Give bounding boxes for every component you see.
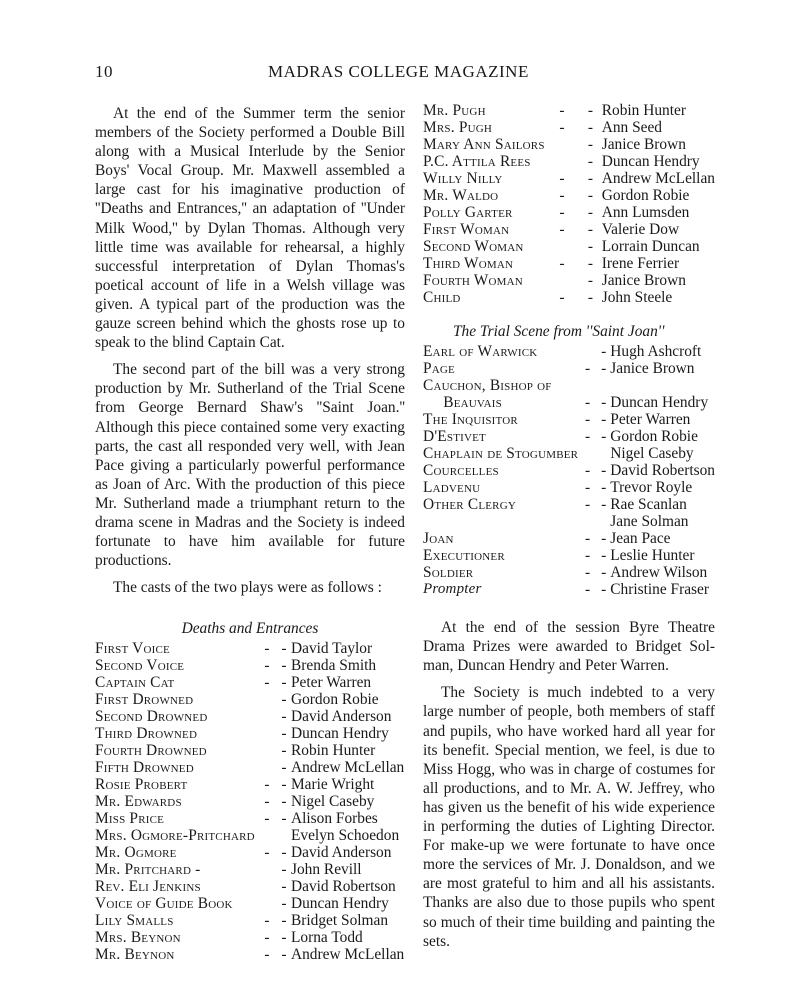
cast-role: Polly Garter [423,204,513,221]
joan-cast-row [423,377,715,394]
cast-dash [578,445,597,462]
cast-dash: - [559,221,565,238]
cast-role: Mr. Pritchard - [95,861,201,879]
joan-cast-row [423,530,715,547]
deaths-cast-row [95,776,405,793]
deaths-cast-row [95,861,405,878]
cast-actor: Alison Forbes [291,810,378,828]
cast-actor: Janice Brown [601,272,686,289]
cast-role: Second Woman [423,238,524,255]
cast-role: Mrs. Ogmore-Pritchard [95,827,255,845]
joan-cast-row [423,462,715,479]
cast-dash [597,445,610,462]
milk-wood-cast-row [423,170,715,187]
cast-dash: - [585,547,591,565]
cast-dash: - [264,640,270,658]
page-number: 10 [95,62,113,81]
cast-actor: Andrew Wilson [610,564,708,582]
cast-role: Executioner [423,547,505,565]
cast-dash [257,691,277,708]
joan-cast-row [423,411,715,428]
cast-actor: David Robertson [610,462,715,480]
cast-dash: - [559,187,565,204]
cast-dash: - [601,496,607,514]
joan-cast-list [423,343,715,598]
cast-dash [277,827,291,844]
cast-actor: Lorrain Duncan [601,238,700,255]
cast-dash [257,827,277,844]
cast-actor: Gordon Robie [601,187,690,204]
deaths-cast-row [95,895,405,912]
cast-role: Mr. Ogmore [95,844,177,862]
cast-role: Mr. Waldo [423,187,499,204]
cast-role: Mrs. Beynon [95,929,181,947]
cast-actor: Andrew McLellan [291,946,405,964]
cast-role: Third Drowned [95,725,198,743]
cast-dash: - [264,912,270,930]
cast-role: P.C. Attila Rees [423,153,531,170]
cast-dash [257,725,277,742]
cast-dash: - [587,272,594,289]
cast-actor: Ann Seed [601,119,663,136]
cast-dash: - [281,793,287,811]
cast-role: Chaplain de Stogumber [423,445,579,463]
cast-role: Other Clergy [423,496,517,514]
cast-dash [257,878,277,895]
summer-term-paragraph: At the end of the Summer term the senior members of the Society performed a Double Bill along with a Musical Interlude by the Senior Boys' Vocal Group. Mr. Maxwell assembled a large cast for his imaginative production of ''Deaths and Entrances,'' an adaptation of ''Under Milk Wood,'' by Dylan Thomas. Although very little time was available for rehearsal, a highly successful interpretation of Dylan Thomas's poetical account of life in a Welsh village was given. A typical part of the production was the gauze screen behind which the ghosts rose up to speak to the blind Captain Cat. [95,105,405,352]
cast-role: Cauchon, Bishop of [423,377,552,395]
cast-dash: - [559,102,565,119]
deaths-cast-row [95,810,405,827]
cast-actor: Gordon Robie [291,691,379,709]
joan-cast-row [423,513,715,530]
joan-cast-row [423,564,715,581]
cast-role: Courcelles [423,462,499,480]
cast-actor: John Revill [291,861,362,879]
cast-dash: - [601,394,607,412]
cast-role [423,513,578,530]
joan-cast-row [423,479,715,496]
cast-dash [597,513,610,530]
cast-actor: David Anderson [291,844,392,862]
thanks-paragraph: The Society is much indebted to a very large number of people, both members of staff and pupils, who have worked hard all year for its benefit. Special mention, we feel, is due to Miss Hogg, who was in charge of costumes for all productions, and to Mr. A. W. Jeffrey, who has given us the benefit of his wide experience in performing the duties of Lighting Director. For make-up we were fortunate to have once more the services of Mr. J. Donaldson, and we are most grateful to him and all his assistants. Thanks are also due to those pupils who spent so much of their time building and painting the sets. [423,684,715,950]
joan-cast-title: The Trial Scene from ''Saint Joan'' [453,323,665,340]
cast-dash: - [281,725,287,743]
casts-intro-paragraph: The casts of the two plays were as follows : [113,579,382,597]
cast-role: Third Woman [423,255,514,272]
cast-actor: Hugh Ashcroft [610,343,702,361]
cast-actor: Andrew McLellan [601,170,715,187]
cast-dash: - [587,289,594,306]
cast-actor: Rae Scanlan [610,496,687,514]
cast-actor: Christine Fraser [610,581,710,599]
cast-role: Mr. Edwards [95,793,182,811]
milk-wood-cast-row [423,255,715,272]
cast-dash: - [264,810,270,828]
cast-dash: - [585,462,591,480]
cast-dash: - [587,238,594,255]
cast-dash: - [264,946,270,964]
cast-actor: Andrew McLellan [291,759,405,777]
cast-dash: - [281,742,287,760]
cast-dash: - [601,581,607,599]
cast-dash: - [601,343,607,361]
cast-dash: - [281,844,287,862]
milk-wood-cast-row [423,153,715,170]
cast-actor: Janice Brown [610,360,695,378]
cast-role: Mr. Pugh [423,102,486,119]
joan-cast-row [423,343,715,360]
cast-dash [545,136,580,153]
cast-role: Prompter [423,581,482,598]
cast-dash: - [281,895,287,913]
cast-dash [257,742,277,759]
cast-dash: - [601,462,607,480]
page-header [0,62,800,86]
deaths-cast-row [95,827,405,844]
cast-dash: - [601,530,607,548]
cast-dash: - [559,170,565,187]
joan-cast-row [423,428,715,445]
cast-dash: - [559,119,565,136]
deaths-cast-row [95,674,405,691]
cast-dash: - [585,411,591,429]
cast-dash: - [601,547,607,565]
cast-dash: - [585,360,591,378]
cast-actor: Gordon Robie [610,428,698,446]
deaths-cast-row [95,725,405,742]
cast-role: Joan [423,530,454,548]
cast-dash [578,377,597,394]
cast-dash: - [559,204,565,221]
cast-actor: Peter Warren [610,411,691,429]
cast-dash: - [281,657,287,675]
cast-dash: - [281,878,287,896]
cast-dash: - [585,394,591,412]
cast-dash [545,238,580,255]
deaths-cast-row [95,793,405,810]
cast-dash: - [281,861,287,879]
cast-dash: - [601,411,607,429]
cast-dash: - [585,479,591,497]
cast-role: Miss Price [95,810,165,828]
cast-role: Second Voice [95,657,185,675]
cast-dash: - [281,912,287,930]
cast-dash [578,513,597,530]
left-column [95,104,405,963]
deaths-cast-row [95,929,405,946]
cast-dash [257,759,277,776]
joan-cast-row [423,496,715,513]
cast-dash: - [559,255,565,272]
cast-role: First Drowned [95,691,194,709]
deaths-cast-row [95,759,405,776]
cast-actor: David Taylor [291,640,373,658]
cast-dash: - [601,564,607,582]
deaths-cast-list [95,640,405,963]
cast-dash: - [601,479,607,497]
cast-role: Rev. Eli Jenkins [95,878,201,896]
joan-cast-row [423,581,715,598]
cast-dash: - [281,708,287,726]
cast-role: Beauvais [423,394,502,412]
cast-role: Fourth Woman [423,272,523,289]
cast-dash: - [264,674,270,692]
cast-actor [610,377,715,394]
cast-dash: - [587,204,594,221]
cast-dash: - [264,657,270,675]
cast-actor: Peter Warren [291,674,372,692]
cast-dash: - [585,530,591,548]
cast-actor: David Robertson [291,878,396,896]
cast-dash: - [587,136,594,153]
cast-dash: - [281,946,287,964]
joan-cast-row [423,547,715,564]
cast-actor: Lorna Todd [291,929,363,947]
cast-actor: Bridget Solman [291,912,389,930]
cast-dash [257,895,277,912]
milk-wood-cast-row [423,221,715,238]
cast-dash: - [264,793,270,811]
cast-dash: - [281,640,287,658]
milk-wood-cast-row [423,272,715,289]
saint-joan-paragraph: The second part of the bill was a very strong production by Mr. Sutherland of the Trial Scene from George Bernard Shaw's ''Saint Joan.'' Although this piece contained some very exacting parts, the cast all responded very well, with Jean Pace giving a particularly powerful performance as Joan of Arc. With the production of this piece Mr. Sutherland made a triumphant return to the drama scene in Madras and the Society is indeed fortunate to have him available for future productions. [95,361,405,570]
cast-role: The Inquisitor [423,411,518,429]
milk-wood-cast-row [423,119,715,136]
cast-role: Captain Cat [95,674,175,692]
cast-role: Willy Nilly [423,170,503,187]
deaths-cast-row [95,640,405,657]
cast-role: Second Drowned [95,708,208,726]
cast-role: Lily Smalls [95,912,174,930]
deaths-cast-row [95,878,405,895]
cast-dash: - [559,289,565,306]
cast-actor: Nigel Caseby [610,445,694,463]
cast-role: First Woman [423,221,510,238]
cast-role: Child [423,289,461,306]
deaths-cast-row [95,844,405,861]
cast-actor: Valerie Dow [601,221,680,238]
milk-wood-cast-row [423,204,715,221]
deaths-cast-row [95,742,405,759]
cast-dash: - [587,255,594,272]
cast-dash: - [587,119,594,136]
cast-dash: - [281,691,287,709]
milk-wood-cast-row [423,187,715,204]
cast-role: Soldier [423,564,474,582]
cast-actor: Ann Lumsden [601,204,690,221]
cast-actor: Nigel Caseby [291,793,375,811]
cast-actor: Robin Hunter [601,102,686,119]
cast-dash [257,861,277,878]
cast-dash: - [281,674,287,692]
joan-cast-row [423,445,715,462]
cast-dash: - [264,929,270,947]
cast-actor: Jane Solman [610,513,689,531]
cast-dash [578,343,597,360]
cast-role: D'Estivet [423,428,486,446]
cast-role: Mr. Beynon [95,946,175,964]
deaths-cast-row [95,708,405,725]
cast-dash: - [585,496,591,514]
cast-role: Fourth Drowned [95,742,207,760]
cast-role: First Voice [95,640,170,658]
cast-actor: Duncan Hendry [291,725,389,743]
milk-wood-cast-row [423,102,715,119]
deaths-cast-row [95,657,405,674]
cast-actor: Leslie Hunter [610,547,695,565]
cast-role: Mary Ann Sailors [423,136,545,153]
cast-actor: Duncan Hendry [291,895,389,913]
cast-dash: - [587,221,594,238]
cast-dash [597,377,610,394]
cast-dash [545,272,580,289]
joan-cast-row [423,360,715,377]
deaths-cast-row [95,946,405,963]
prizes-paragraph: At the end of the session Byre Theatre Drama Prizes were awarded to Bridget Solman, Duncan Hendry and Peter Warren. [423,619,715,675]
cast-dash [545,153,580,170]
cast-actor: David Anderson [291,708,392,726]
cast-dash: - [587,102,594,119]
cast-dash: - [264,844,270,862]
cast-actor: John Steele [601,289,673,306]
cast-actor: Jean Pace [610,530,671,548]
cast-actor: Marie Wright [291,776,375,794]
cast-dash: - [264,776,270,794]
cast-role: Mrs. Pugh [423,119,493,136]
cast-dash: - [601,360,607,378]
cast-dash: - [587,187,594,204]
milk-wood-cast-list [423,102,715,306]
cast-actor: Duncan Hendry [610,394,709,412]
cast-actor: Evelyn Schoedon [291,827,400,845]
cast-actor: Irene Ferrier [601,255,680,272]
milk-wood-cast-row [423,238,715,255]
deaths-cast-row [95,691,405,708]
cast-actor: Trevor Royle [610,479,693,497]
cast-role: Fifth Drowned [95,759,194,777]
right-column [423,102,715,959]
cast-dash: - [281,759,287,777]
cast-actor: Brenda Smith [291,657,377,675]
milk-wood-cast-row [423,289,715,306]
deaths-cast-row [95,912,405,929]
cast-dash: - [585,581,591,599]
cast-dash: - [587,153,594,170]
cast-dash: - [281,929,287,947]
cast-role: Earl of Warwick [423,343,538,361]
cast-dash: - [585,428,591,446]
magazine-title: MADRAS COLLEGE MAGAZINE [268,62,529,81]
cast-actor: Janice Brown [601,136,686,153]
cast-role: Ladvenu [423,479,481,497]
cast-dash: - [281,776,287,794]
cast-actor: Duncan Hendry [601,153,700,170]
cast-dash: - [281,810,287,828]
cast-dash: - [585,564,591,582]
deaths-cast-title: Deaths and Entrances [181,620,319,638]
joan-cast-row [423,394,715,411]
cast-role: Page [423,360,455,378]
cast-dash [257,708,277,725]
cast-role: Voice of Guide Book [95,895,233,913]
cast-actor: Robin Hunter [291,742,376,760]
cast-dash: - [601,428,607,446]
cast-dash: - [587,170,594,187]
milk-wood-cast-row [423,136,715,153]
cast-role: Rosie Probert [95,776,188,794]
